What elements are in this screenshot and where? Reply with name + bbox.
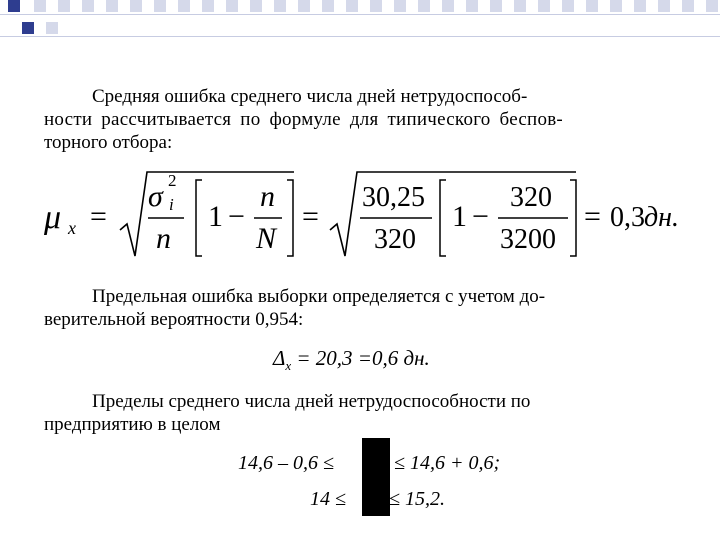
- paragraph-3: [44, 390, 689, 436]
- delta-formula-rest: = 20,3 =0,6 дн.: [291, 346, 430, 370]
- N-denominator: N: [256, 222, 277, 255]
- right-bracket-2: [570, 180, 576, 256]
- decor-square: [178, 0, 190, 12]
- paragraph-3-line-2: предприятию в целом: [44, 414, 221, 435]
- mu-subscript: x: [68, 218, 76, 238]
- n-denominator-1: n: [156, 222, 171, 255]
- decor-square: [658, 0, 670, 12]
- left-bracket-1: [196, 180, 202, 256]
- delta-subscript: x: [285, 358, 292, 374]
- decor-square: [202, 0, 214, 12]
- decor-square: [466, 0, 478, 12]
- decor-square: [682, 0, 694, 12]
- paragraph-1-line-2-text: ности рассчитывается по формуле для типического беспов-: [44, 109, 563, 130]
- decor-square: [274, 0, 286, 12]
- inequality-2-left: 14 ≤: [310, 488, 346, 510]
- decor-square: [130, 0, 142, 12]
- redacted-box: [362, 438, 390, 516]
- decor-square: [58, 0, 70, 12]
- inequality-1-left: 14,6 – 0,6 ≤: [238, 452, 334, 474]
- decor-square: [8, 0, 20, 12]
- decor-square: [250, 0, 262, 12]
- equals-3: =: [584, 200, 601, 233]
- one-1: 1: [208, 200, 223, 233]
- sigma-superscript: 2: [168, 171, 177, 190]
- decor-line: [0, 14, 720, 15]
- decor-square: [562, 0, 574, 12]
- decor-square: [610, 0, 622, 12]
- left-bracket-2: [440, 180, 446, 256]
- decor-square: [22, 22, 34, 34]
- result-value: 0,3: [610, 202, 645, 233]
- decor-square: [154, 0, 166, 12]
- equals-1: =: [90, 200, 107, 233]
- decor-square: [418, 0, 430, 12]
- minus-1: −: [228, 200, 245, 233]
- decor-square: [706, 0, 718, 12]
- sigma-symbol: σ: [148, 180, 163, 213]
- decor-square: [370, 0, 382, 12]
- equals-2: =: [302, 200, 319, 233]
- one-2: 1: [452, 200, 467, 233]
- decor-square: [490, 0, 502, 12]
- marginal-error-formula: [273, 346, 430, 374]
- decor-square: [514, 0, 526, 12]
- decor-square: [46, 22, 58, 34]
- paragraph-1-line-3: торного отбора:: [44, 132, 173, 153]
- paragraph-1-line-1: Средняя ошибка среднего числа дней нетрудоспособ-: [92, 86, 528, 107]
- mu-symbol: μ: [44, 199, 62, 236]
- decor-line: [0, 36, 720, 37]
- decor-square: [322, 0, 334, 12]
- paragraph-1: [44, 85, 689, 154]
- standard-error-formula: [44, 168, 694, 268]
- minus-2: −: [472, 200, 489, 233]
- delta-symbol: Δ: [273, 346, 286, 370]
- paragraph-2-line-2: верительной вероятности 0,954:: [44, 309, 304, 330]
- decor-square: [538, 0, 550, 12]
- denominator-3200: 3200: [500, 224, 556, 255]
- decor-square: [442, 0, 454, 12]
- denominator-320: 320: [374, 224, 416, 255]
- paragraph-1-line-2: [44, 108, 689, 131]
- inequality-2-right: ≤ 15,2.: [389, 488, 445, 510]
- decor-square: [586, 0, 598, 12]
- right-bracket-1: [287, 180, 293, 256]
- decor-square: [34, 0, 46, 12]
- numerator-320: 320: [510, 182, 552, 213]
- decor-square: [106, 0, 118, 12]
- formula-svg: [44, 168, 694, 268]
- decor-square: [634, 0, 646, 12]
- header-decoration: [0, 0, 720, 40]
- result-unit: дн.: [644, 202, 680, 233]
- numerator-30-25: 30,25: [362, 182, 425, 213]
- decor-square: [226, 0, 238, 12]
- paragraph-2-line-1: Предельная ошибка выборки определяется с учетом до-: [92, 286, 546, 307]
- decor-square: [394, 0, 406, 12]
- paragraph-2: [44, 285, 689, 331]
- decor-square: [346, 0, 358, 12]
- decor-square: [298, 0, 310, 12]
- inequality-1-right: ≤ 14,6 + 0,6;: [394, 452, 501, 474]
- sigma-subscript: i: [169, 195, 174, 214]
- paragraph-3-line-1: Пределы среднего числа дней нетрудоспособности по: [92, 391, 531, 412]
- decor-square: [82, 0, 94, 12]
- n-numerator: n: [260, 180, 275, 213]
